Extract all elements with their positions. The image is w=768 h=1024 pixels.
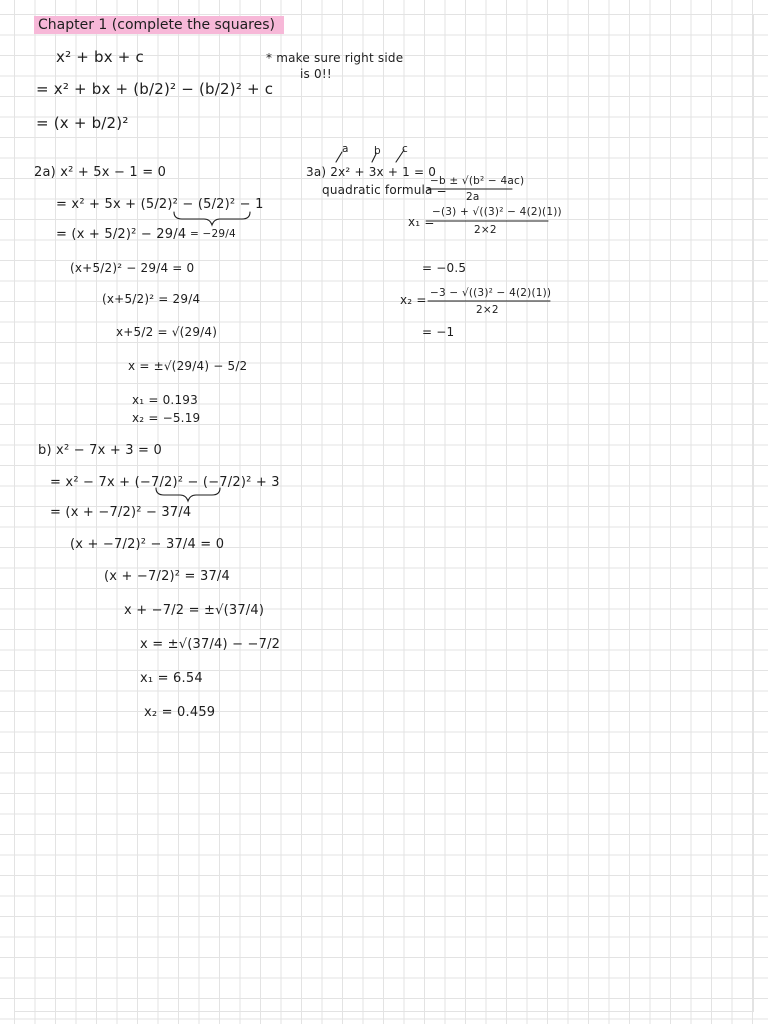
coef-label-a: a: [342, 143, 349, 155]
q3a-x2-answer: = −1: [422, 325, 455, 339]
q2b-line-1: b) x² − 7x + 3 = 0: [38, 443, 162, 458]
q2a-answer-x1: x₁ = 0.193: [132, 393, 198, 407]
q2b-answer-x1: x₁ = 6.54: [140, 671, 203, 686]
coef-label-b: b: [374, 145, 381, 157]
intro-line-1: x² + bx + c: [56, 48, 144, 66]
page-title: Chapter 1 (complete the squares): [34, 16, 284, 34]
q3a-x1-answer: = −0.5: [422, 261, 467, 275]
intro-line-3: = (x + b/2)²: [36, 114, 129, 132]
q3a-line-1: 3a) 2x² + 3x + 1 = 0: [306, 165, 437, 179]
intro-line-2: = x² + bx + (b/2)² − (b/2)² + c: [36, 80, 274, 98]
q2a-line-1: 2a) x² + 5x − 1 = 0: [34, 165, 167, 180]
q2b-line-7: x = ±√(37/4) − −7/2: [140, 637, 281, 652]
q2b-line-6: x + −7/2 = ±√(37/4): [124, 603, 265, 618]
x2-denominator: 2×2: [476, 304, 499, 316]
x2-numerator: −3 − √((3)² − 4(2)(1)): [430, 287, 552, 299]
note-line-1: * make sure right side: [266, 51, 404, 65]
q2b-line-3: = (x + −7/2)² − 37/4: [50, 505, 192, 520]
q2a-line-7: x = ±√(29/4) − 5/2: [128, 359, 248, 373]
q2a-line-5: (x+5/2)² = 29/4: [102, 292, 201, 306]
q3a-line-2: quadratic formula =: [322, 183, 447, 197]
pointer-b: [372, 154, 376, 162]
x1-denominator: 2×2: [474, 224, 497, 236]
formula-denominator: 2a: [466, 191, 480, 203]
q2b-line-4: (x + −7/2)² − 37/4 = 0: [70, 537, 225, 552]
q2b-line-2: = x² − 7x + (−7/2)² − (−7/2)² + 3: [50, 475, 280, 490]
note-line-2: is 0!!: [300, 67, 332, 81]
q2b-answer-x2: x₂ = 0.459: [144, 705, 216, 720]
brace-under-q2b: [156, 488, 220, 501]
coef-label-c: c: [402, 143, 408, 155]
q2a-line-2: = x² + 5x + (5/2)² − (5/2)² − 1: [56, 197, 264, 212]
q2a-line-6: x+5/2 = √(29/4): [116, 325, 218, 339]
pointer-a: [336, 152, 342, 162]
pointer-c: [396, 150, 404, 162]
q2a-brace-value: = −29/4: [190, 228, 236, 240]
q3a-x1-label: x₁ =: [408, 215, 435, 229]
x1-numerator: −(3) + √((3)² − 4(2)(1)): [432, 206, 562, 218]
q2a-answer-x2: x₂ = −5.19: [132, 411, 201, 425]
q2a-line-3: = (x + 5/2)² − 29/4: [56, 227, 187, 242]
q2a-line-4: (x+5/2)² − 29/4 = 0: [70, 261, 195, 275]
formula-numerator: −b ± √(b² − 4ac): [430, 175, 525, 187]
brace-under-q2a: [174, 212, 250, 225]
q2b-line-5: (x + −7/2)² = 37/4: [104, 569, 230, 584]
q3a-x2-label: x₂ =: [400, 293, 427, 307]
